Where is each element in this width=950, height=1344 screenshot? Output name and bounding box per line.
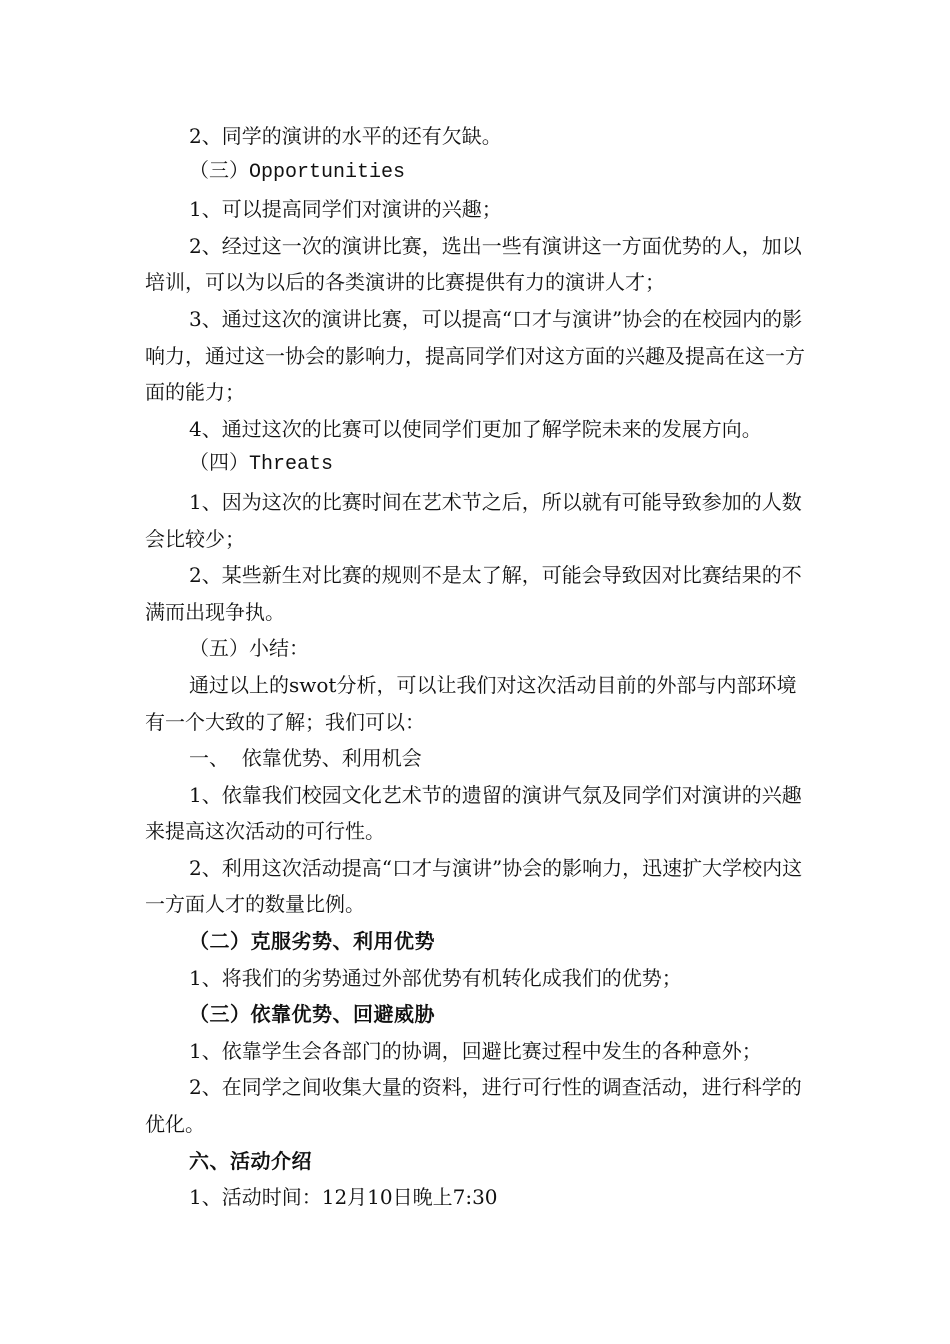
strategy-1-heading: 一、 依靠优势、利用机会	[189, 746, 422, 771]
strategy-1-item-1: 1、依靠我们校园文化艺术节的遗留的演讲气氛及同学们对演讲的兴趣来提高这次活动的可行性。	[145, 782, 802, 844]
threat-item-1: 1、因为这次的比赛时间在艺术节之后，所以就有可能导致参加的人数会比较少；	[145, 489, 802, 551]
activity-time: 1、活动时间：12月10日晚上7:30	[189, 1185, 498, 1210]
section-summary-heading: （五）小结：	[189, 636, 309, 661]
threat-item-2: 2、某些新生对比赛的规则不是太了解，可能会导致因对比赛结果的不满而出现争执。	[145, 563, 802, 624]
strategy-1-item-2: 2、利用这次活动提高“口才与演讲”协会的影响力，迅速扩大学校内这一方面人才的数量比例。	[145, 855, 803, 917]
strategy-2-item-1: 1、将我们的劣势通过外部优势有机转化成我们的优势；	[189, 965, 682, 990]
opportunity-item-4: 4、通过这次的比赛可以使同学们更加了解学院未来的发展方向。	[189, 416, 762, 441]
strategy-3-item-2: 2、在同学之间收集大量的资料，进行可行性的调查活动，进行科学的优化。	[145, 1075, 802, 1137]
strategy-2-heading: （二）克服劣势、利用优势	[189, 929, 435, 954]
section-six-heading: 六、活动介绍	[189, 1148, 312, 1173]
strategy-3-heading: （三）依靠优势、回避威胁	[189, 1002, 435, 1027]
summary-intro: 通过以上的swot分析，可以让我们对这次活动目前的外部与内部环境有一个大致的了解；我们可以：	[145, 672, 797, 734]
opportunity-item-3: 3、通过这次的演讲比赛，可以提高“口才与演讲”协会的在校园内的影响力，通过这一协会的影响力，提高同学们对这方面的兴趣及提高在这一方面的能力；	[145, 306, 805, 405]
opportunity-item-2: 2、经过这一次的演讲比赛，选出一些有演讲这一方面优势的人，加以培训，可以为以后的各类演讲的比赛提供有力的演讲人才；	[145, 233, 802, 295]
strategy-3-item-1: 1、依靠学生会各部门的协调，回避比赛过程中发生的各种意外；	[189, 1038, 762, 1063]
opportunity-item-1: 1、可以提高同学们对演讲的兴趣；	[189, 197, 502, 222]
weakness-item-2: 2、同学的演讲的水平的还有欠缺。	[189, 124, 502, 148]
section-opportunities-heading: （三）Opportunities	[189, 160, 406, 184]
document-body	[145, 118, 810, 1216]
section-threats-heading: （四）Threats	[189, 453, 334, 477]
